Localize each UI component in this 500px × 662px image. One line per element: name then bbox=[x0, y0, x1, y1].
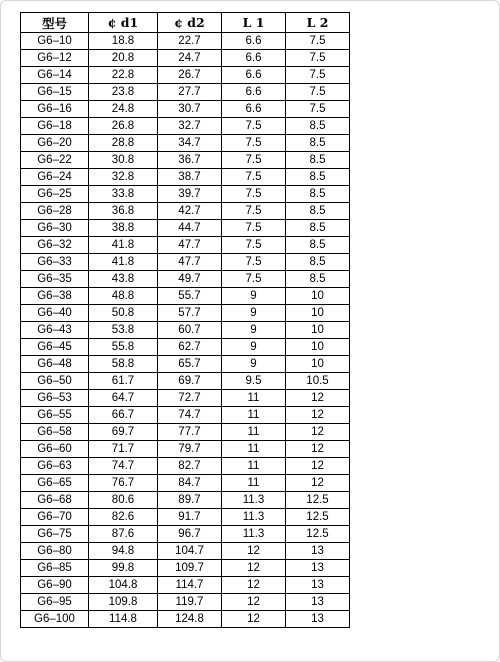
cell-d2: 119.7 bbox=[158, 594, 222, 611]
cell-model: G6–70 bbox=[21, 509, 89, 526]
table-row bbox=[21, 594, 350, 611]
cell-l1: 9.5 bbox=[222, 373, 286, 390]
cell-d2: 109.7 bbox=[158, 560, 222, 577]
table-row bbox=[21, 373, 350, 390]
cell-model: G6–22 bbox=[21, 152, 89, 169]
cell-d1: 53.8 bbox=[89, 322, 158, 339]
cell-model: G6–90 bbox=[21, 577, 89, 594]
cell-l2: 8.5 bbox=[286, 169, 350, 186]
cell-d1: 114.8 bbox=[89, 611, 158, 628]
cell-d2: 47.7 bbox=[158, 254, 222, 271]
header-model: 型号 bbox=[21, 13, 89, 33]
cell-l2: 7.5 bbox=[286, 101, 350, 118]
cell-d2: 60.7 bbox=[158, 322, 222, 339]
cell-model: G6–68 bbox=[21, 492, 89, 509]
cell-l2: 7.5 bbox=[286, 84, 350, 101]
cell-model: G6–28 bbox=[21, 203, 89, 220]
cell-d2: 77.7 bbox=[158, 424, 222, 441]
cell-d1: 26.8 bbox=[89, 118, 158, 135]
cell-l1: 7.5 bbox=[222, 203, 286, 220]
cell-l1: 7.5 bbox=[222, 118, 286, 135]
cell-d2: 91.7 bbox=[158, 509, 222, 526]
cell-l2: 8.5 bbox=[286, 254, 350, 271]
table-row bbox=[21, 84, 350, 101]
cell-l1: 11.3 bbox=[222, 509, 286, 526]
table-row bbox=[21, 305, 350, 322]
cell-d1: 64.7 bbox=[89, 390, 158, 407]
cell-model: G6–65 bbox=[21, 475, 89, 492]
cell-l2: 8.5 bbox=[286, 203, 350, 220]
cell-l2: 13 bbox=[286, 577, 350, 594]
cell-model: G6–58 bbox=[21, 424, 89, 441]
cell-d2: 96.7 bbox=[158, 526, 222, 543]
cell-model: G6–48 bbox=[21, 356, 89, 373]
table-row bbox=[21, 441, 350, 458]
table-row bbox=[21, 339, 350, 356]
cell-d2: 32.7 bbox=[158, 118, 222, 135]
cell-l1: 6.6 bbox=[222, 33, 286, 50]
cell-l1: 7.5 bbox=[222, 186, 286, 203]
cell-d1: 22.8 bbox=[89, 67, 158, 84]
cell-l1: 6.6 bbox=[222, 84, 286, 101]
table-row bbox=[21, 475, 350, 492]
table-row bbox=[21, 220, 350, 237]
cell-l2: 8.5 bbox=[286, 135, 350, 152]
cell-d2: 104.7 bbox=[158, 543, 222, 560]
cell-d2: 42.7 bbox=[158, 203, 222, 220]
table-row bbox=[21, 424, 350, 441]
cell-d1: 28.8 bbox=[89, 135, 158, 152]
table-body bbox=[21, 33, 350, 628]
cell-d1: 23.8 bbox=[89, 84, 158, 101]
cell-l2: 13 bbox=[286, 560, 350, 577]
cell-model: G6–32 bbox=[21, 237, 89, 254]
table-row bbox=[21, 577, 350, 594]
cell-d2: 57.7 bbox=[158, 305, 222, 322]
cell-model: G6–55 bbox=[21, 407, 89, 424]
cell-l2: 8.5 bbox=[286, 152, 350, 169]
cell-model: G6–30 bbox=[21, 220, 89, 237]
cell-model: G6–38 bbox=[21, 288, 89, 305]
cell-l2: 10 bbox=[286, 288, 350, 305]
cell-d1: 50.8 bbox=[89, 305, 158, 322]
cell-l1: 11 bbox=[222, 407, 286, 424]
cell-l1: 11 bbox=[222, 441, 286, 458]
cell-model: G6–53 bbox=[21, 390, 89, 407]
cell-l1: 11 bbox=[222, 458, 286, 475]
cell-d2: 26.7 bbox=[158, 67, 222, 84]
cell-d2: 34.7 bbox=[158, 135, 222, 152]
cell-d2: 24.7 bbox=[158, 50, 222, 67]
cell-model: G6–43 bbox=[21, 322, 89, 339]
header-l2: L 2 bbox=[286, 13, 350, 33]
cell-d1: 43.8 bbox=[89, 271, 158, 288]
cell-model: G6–15 bbox=[21, 84, 89, 101]
cell-l1: 12 bbox=[222, 560, 286, 577]
cell-l1: 9 bbox=[222, 305, 286, 322]
cell-l1: 6.6 bbox=[222, 101, 286, 118]
table-row bbox=[21, 509, 350, 526]
header-d2: ¢ d2 bbox=[158, 13, 222, 33]
cell-d2: 27.7 bbox=[158, 84, 222, 101]
cell-d2: 82.7 bbox=[158, 458, 222, 475]
cell-d1: 99.8 bbox=[89, 560, 158, 577]
cell-d1: 55.8 bbox=[89, 339, 158, 356]
cell-l2: 10.5 bbox=[286, 373, 350, 390]
cell-l2: 12.5 bbox=[286, 492, 350, 509]
table-row bbox=[21, 118, 350, 135]
cell-l2: 12.5 bbox=[286, 509, 350, 526]
cell-l1: 9 bbox=[222, 356, 286, 373]
cell-d2: 72.7 bbox=[158, 390, 222, 407]
cell-model: G6–40 bbox=[21, 305, 89, 322]
cell-l1: 9 bbox=[222, 339, 286, 356]
cell-model: G6–33 bbox=[21, 254, 89, 271]
cell-l2: 12 bbox=[286, 407, 350, 424]
cell-l2: 12 bbox=[286, 441, 350, 458]
table-row bbox=[21, 322, 350, 339]
cell-l1: 11 bbox=[222, 475, 286, 492]
cell-d1: 61.7 bbox=[89, 373, 158, 390]
cell-d1: 69.7 bbox=[89, 424, 158, 441]
cell-d1: 36.8 bbox=[89, 203, 158, 220]
cell-d2: 39.7 bbox=[158, 186, 222, 203]
cell-l1: 12 bbox=[222, 577, 286, 594]
cell-d2: 22.7 bbox=[158, 33, 222, 50]
cell-l2: 10 bbox=[286, 356, 350, 373]
cell-d2: 30.7 bbox=[158, 101, 222, 118]
cell-l1: 7.5 bbox=[222, 254, 286, 271]
cell-l2: 12 bbox=[286, 390, 350, 407]
cell-d1: 33.8 bbox=[89, 186, 158, 203]
cell-d2: 36.7 bbox=[158, 152, 222, 169]
cell-l1: 7.5 bbox=[222, 169, 286, 186]
spec-table bbox=[20, 12, 350, 628]
cell-l2: 8.5 bbox=[286, 237, 350, 254]
cell-d2: 114.7 bbox=[158, 577, 222, 594]
cell-model: G6–24 bbox=[21, 169, 89, 186]
cell-l2: 7.5 bbox=[286, 33, 350, 50]
cell-d2: 44.7 bbox=[158, 220, 222, 237]
cell-model: G6–14 bbox=[21, 67, 89, 84]
cell-d2: 62.7 bbox=[158, 339, 222, 356]
cell-model: G6–16 bbox=[21, 101, 89, 118]
cell-d1: 38.8 bbox=[89, 220, 158, 237]
cell-d1: 48.8 bbox=[89, 288, 158, 305]
cell-model: G6–50 bbox=[21, 373, 89, 390]
cell-l1: 12 bbox=[222, 611, 286, 628]
header-d1: ¢ d1 bbox=[89, 13, 158, 33]
header-l1: L 1 bbox=[222, 13, 286, 33]
cell-l2: 12 bbox=[286, 458, 350, 475]
cell-d2: 124.8 bbox=[158, 611, 222, 628]
table-row bbox=[21, 33, 350, 50]
table-row bbox=[21, 203, 350, 220]
cell-d1: 104.8 bbox=[89, 577, 158, 594]
cell-model: G6–60 bbox=[21, 441, 89, 458]
table-row bbox=[21, 237, 350, 254]
cell-d1: 74.7 bbox=[89, 458, 158, 475]
table-row bbox=[21, 271, 350, 288]
cell-model: G6–25 bbox=[21, 186, 89, 203]
cell-model: G6–20 bbox=[21, 135, 89, 152]
cell-l2: 8.5 bbox=[286, 271, 350, 288]
cell-l1: 12 bbox=[222, 543, 286, 560]
cell-l1: 6.6 bbox=[222, 50, 286, 67]
cell-l1: 11.3 bbox=[222, 526, 286, 543]
table-row bbox=[21, 407, 350, 424]
cell-model: G6–45 bbox=[21, 339, 89, 356]
table-row bbox=[21, 186, 350, 203]
table-row bbox=[21, 560, 350, 577]
cell-l1: 6.6 bbox=[222, 67, 286, 84]
cell-d1: 82.6 bbox=[89, 509, 158, 526]
cell-d2: 89.7 bbox=[158, 492, 222, 509]
table-row bbox=[21, 152, 350, 169]
cell-model: G6–35 bbox=[21, 271, 89, 288]
cell-l2: 13 bbox=[286, 543, 350, 560]
cell-l2: 8.5 bbox=[286, 186, 350, 203]
cell-d1: 30.8 bbox=[89, 152, 158, 169]
table-row bbox=[21, 288, 350, 305]
cell-l1: 7.5 bbox=[222, 152, 286, 169]
table-row bbox=[21, 101, 350, 118]
table-row bbox=[21, 543, 350, 560]
cell-l2: 7.5 bbox=[286, 67, 350, 84]
cell-model: G6–18 bbox=[21, 118, 89, 135]
table-row bbox=[21, 254, 350, 271]
cell-d2: 84.7 bbox=[158, 475, 222, 492]
table-row bbox=[21, 611, 350, 628]
cell-model: G6–12 bbox=[21, 50, 89, 67]
cell-l2: 10 bbox=[286, 305, 350, 322]
cell-l2: 13 bbox=[286, 594, 350, 611]
cell-l1: 11 bbox=[222, 424, 286, 441]
cell-d1: 20.8 bbox=[89, 50, 158, 67]
cell-d2: 55.7 bbox=[158, 288, 222, 305]
cell-l1: 12 bbox=[222, 594, 286, 611]
cell-model: G6–80 bbox=[21, 543, 89, 560]
cell-l1: 9 bbox=[222, 288, 286, 305]
cell-model: G6–63 bbox=[21, 458, 89, 475]
cell-l2: 7.5 bbox=[286, 50, 350, 67]
table-row bbox=[21, 169, 350, 186]
cell-l1: 7.5 bbox=[222, 271, 286, 288]
cell-l1: 7.5 bbox=[222, 237, 286, 254]
cell-d2: 79.7 bbox=[158, 441, 222, 458]
cell-l2: 12 bbox=[286, 475, 350, 492]
cell-l2: 12.5 bbox=[286, 526, 350, 543]
cell-d1: 66.7 bbox=[89, 407, 158, 424]
cell-d1: 32.8 bbox=[89, 169, 158, 186]
cell-d1: 58.8 bbox=[89, 356, 158, 373]
cell-d2: 38.7 bbox=[158, 169, 222, 186]
table-row bbox=[21, 526, 350, 543]
cell-model: G6–10 bbox=[21, 33, 89, 50]
header-row bbox=[21, 13, 350, 33]
cell-l2: 13 bbox=[286, 611, 350, 628]
cell-l2: 8.5 bbox=[286, 220, 350, 237]
cell-l1: 11 bbox=[222, 390, 286, 407]
table-row bbox=[21, 67, 350, 84]
cell-d1: 109.8 bbox=[89, 594, 158, 611]
cell-d2: 74.7 bbox=[158, 407, 222, 424]
cell-d2: 49.7 bbox=[158, 271, 222, 288]
cell-d1: 41.8 bbox=[89, 254, 158, 271]
cell-d1: 87.6 bbox=[89, 526, 158, 543]
cell-l2: 10 bbox=[286, 322, 350, 339]
table-row bbox=[21, 492, 350, 509]
cell-l1: 11.3 bbox=[222, 492, 286, 509]
cell-d1: 76.7 bbox=[89, 475, 158, 492]
table-row bbox=[21, 390, 350, 407]
cell-l1: 7.5 bbox=[222, 135, 286, 152]
cell-model: G6–95 bbox=[21, 594, 89, 611]
table-row bbox=[21, 50, 350, 67]
table-row bbox=[21, 135, 350, 152]
cell-model: G6–75 bbox=[21, 526, 89, 543]
cell-d2: 69.7 bbox=[158, 373, 222, 390]
cell-d1: 80.6 bbox=[89, 492, 158, 509]
cell-d1: 71.7 bbox=[89, 441, 158, 458]
cell-d1: 18.8 bbox=[89, 33, 158, 50]
cell-l1: 7.5 bbox=[222, 220, 286, 237]
cell-model: G6–85 bbox=[21, 560, 89, 577]
cell-model: G6–100 bbox=[21, 611, 89, 628]
cell-d1: 94.8 bbox=[89, 543, 158, 560]
cell-d2: 65.7 bbox=[158, 356, 222, 373]
cell-d2: 47.7 bbox=[158, 237, 222, 254]
cell-l1: 9 bbox=[222, 322, 286, 339]
cell-l2: 8.5 bbox=[286, 118, 350, 135]
table-row bbox=[21, 356, 350, 373]
cell-l2: 10 bbox=[286, 339, 350, 356]
cell-d1: 41.8 bbox=[89, 237, 158, 254]
table-row bbox=[21, 458, 350, 475]
cell-d1: 24.8 bbox=[89, 101, 158, 118]
cell-l2: 12 bbox=[286, 424, 350, 441]
